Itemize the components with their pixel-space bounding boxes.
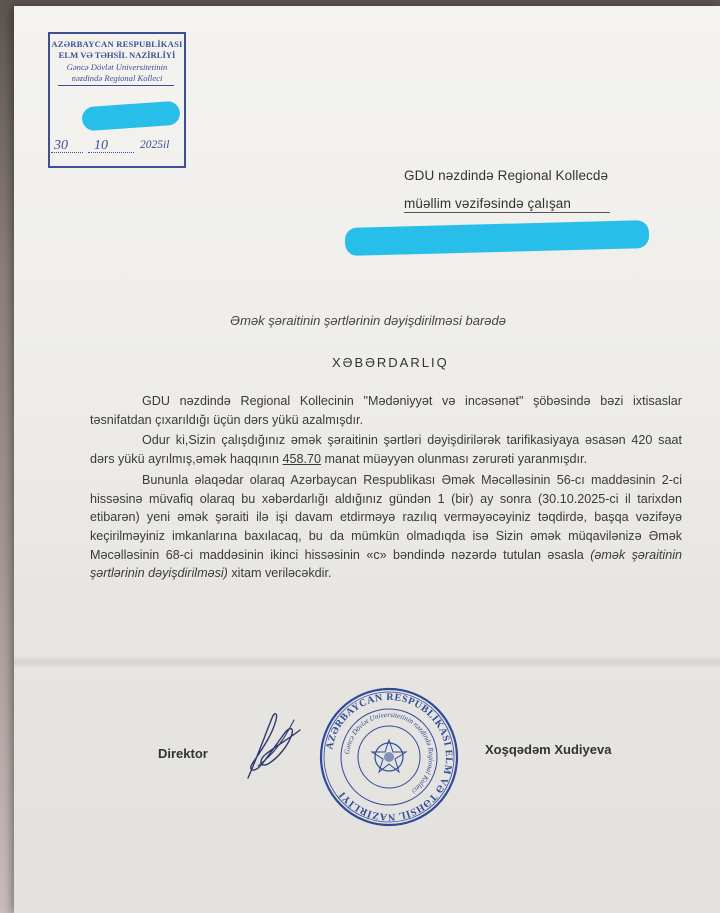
stamp-rule <box>58 85 174 86</box>
document-subject: Əmək şəraitinin şərtlərinin dəyişdirilməsi barədə <box>230 313 506 328</box>
paragraph-3-italic: (əmək şəraitinin şərtlərinin dəyişdirilməsi) <box>90 547 682 581</box>
stamp-line-4: nəzdində Regional Kolleci <box>71 73 163 83</box>
stamp-date-month: 10 <box>94 138 108 153</box>
director-title: Direktor <box>158 746 208 761</box>
stamp-date-year: 2025il <box>140 139 170 151</box>
salary-amount: 458.70 <box>282 452 322 467</box>
stamp-date-day: 30 <box>54 138 68 153</box>
stamp-line-1: AZƏRBAYCAN RESPUBLİKASI <box>51 39 183 49</box>
addressee-underline <box>404 212 610 213</box>
addressee-line-2: müəllim vəzifəsində çalışan <box>404 196 572 211</box>
seal-outer-text: AZƏRBAYCAN RESPUBLİKASI ELM VƏ TƏHSİL NAZİRLİYİ <box>324 691 455 823</box>
stamp-line-2: ELM VƏ TƏHSİL NAZİRLİYİ <box>58 50 176 60</box>
stamp-line-3: Gəncə Dövlət Universitetinin <box>66 62 168 72</box>
addressee-line-1: GDU nəzdində Regional Kollecdə <box>404 168 609 183</box>
body-paragraph-3 <box>90 471 682 583</box>
stamp-month-underline <box>88 152 134 153</box>
body-paragraph-1: GDU nəzdində Regional Kollecinin "Mədəniyyət və incəsənət" şöbəsində bəzi ixtisaslar təsnifatdan çıxarıldığı üçün dərs yükü azalmışdır. <box>90 394 682 427</box>
coat-of-arms-icon <box>372 740 406 772</box>
paragraph-3-tail: xitam veriləcəkdir. <box>227 566 332 581</box>
document-body <box>90 392 682 583</box>
stamp-date <box>48 138 182 160</box>
body-paragraph-2 <box>90 431 682 468</box>
paragraph-2-text: Odur ki,Sizin çalışdığınız əmək şəraitinin şərtləri dəyişdirilərək tarifikasiyaya əsasən 420 saat dərs yükü ayrılmış,əmək haqqının <box>90 433 682 467</box>
document-heading: XƏBƏRDARLIQ <box>332 355 449 370</box>
stamp-date-underline <box>51 152 83 153</box>
paragraph-3-text: Bununla əlaqədar olaraq Azərbaycan Respublikası Əmək Məcəlləsinin 56-cı maddəsinin 2-ci hissəsinə müvafiq olaraq bu xəbərdarlığı aldığınız gündən 1 (bir) ay sonra (30.10.2025-ci il tarixdən etibarən) yeni əmək şəraiti ilə işi davam etdirməyə razılıq verməyəcəyiniz təqdirdə, başqa vəzifəyə keçirilməyiniz imkanlarına baxılacaq, bu da mümkün olmadıqda isə Sizin əmək müqavilənizə Əmək Məcəlləsinin 68-ci maddəsinin ikinci hissəsinin «c» bəndində nəzərdə tutulan əsasla <box>90 472 682 562</box>
signer-name: Xoşqədəm Xudiyeva <box>485 742 612 757</box>
official-seal <box>318 686 460 828</box>
handwritten-signature <box>238 708 312 786</box>
paragraph-2-tail: manat müəyyən olunması zərurəti yaranmışdır. <box>321 452 588 467</box>
seal-inner-text: Gəncə Dövlət Universitetinin nəzdində Regional Kolleci <box>343 710 436 796</box>
paper-fold <box>14 655 720 669</box>
